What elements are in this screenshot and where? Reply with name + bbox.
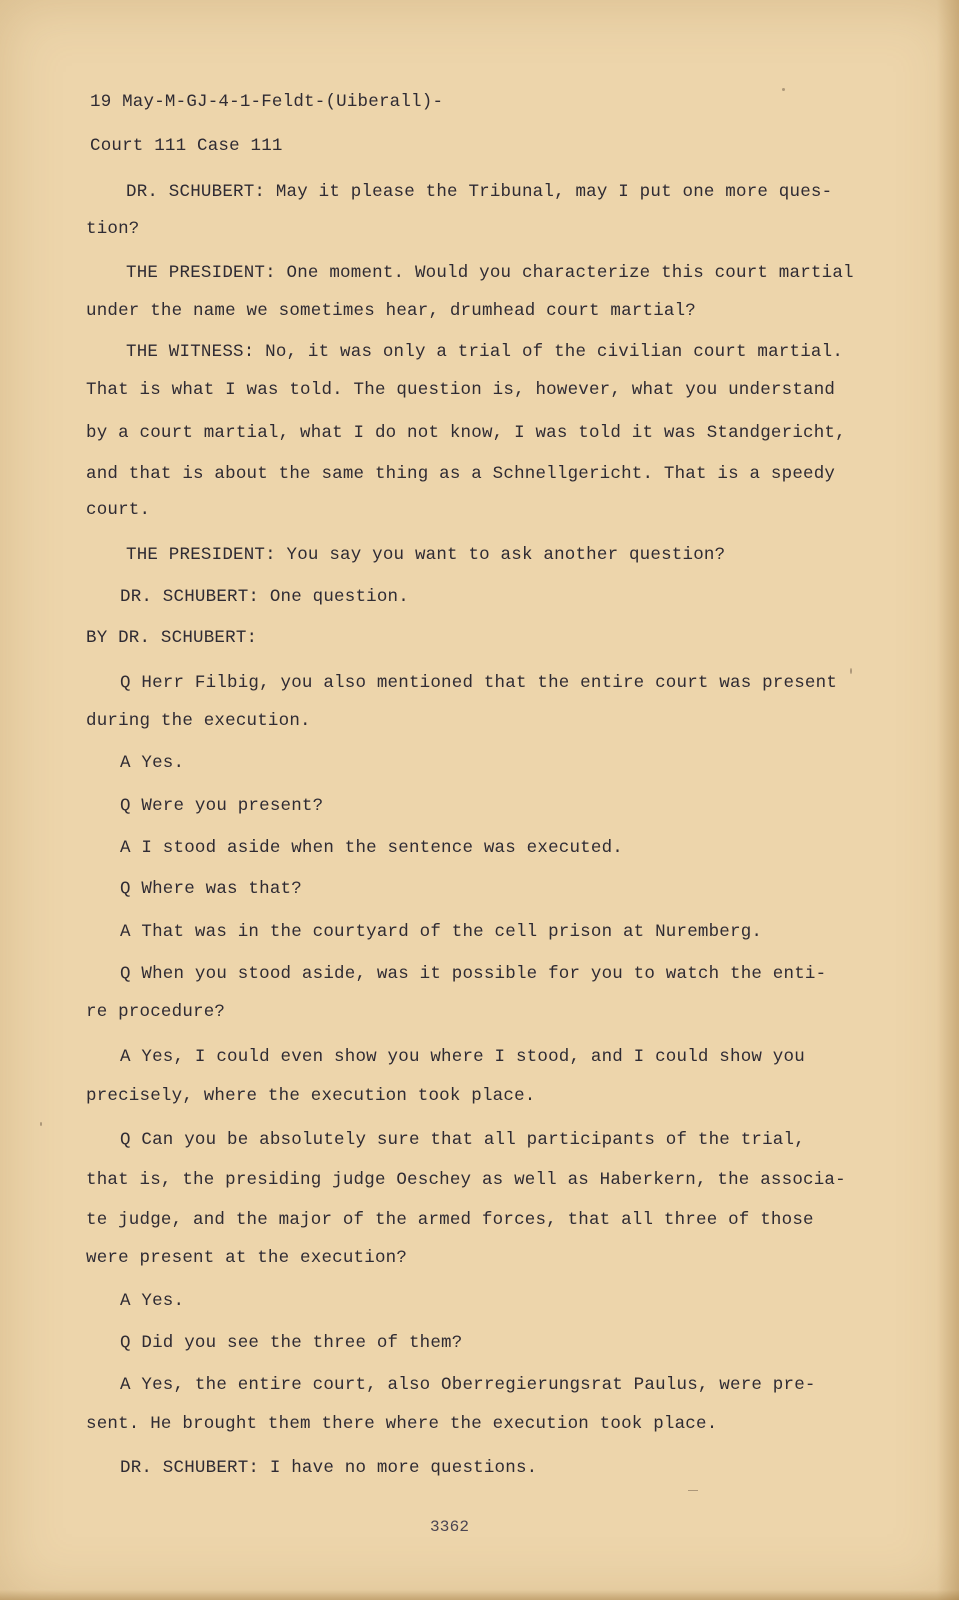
text-line: court. [86,500,151,520]
text-line: precisely, where the execution took place. [86,1086,536,1106]
text-line: A Yes, the entire court, also Oberregierungsrat Paulus, were pre- [120,1375,816,1395]
document-reference: 19 May-M-GJ-4-1-Feldt-(Uiberall)- [90,92,444,112]
text-line: under the name we sometimes hear, drumhead court martial? [86,301,696,321]
text-line: Q Where was that? [120,879,302,899]
text-line: THE PRESIDENT: One moment. Would you characterize this court martial [126,263,854,283]
text-line: THE WITNESS: No, it was only a trial of the civilian court martial. [126,342,844,362]
court-case-line: Court 111 Case 111 [90,136,283,156]
text-line: A Yes. [120,1291,185,1311]
paper-speck [850,668,852,674]
paper-speck [40,1122,42,1126]
text-line: A Yes, I could even show you where I stood, and I could show you [120,1047,805,1067]
text-line: and that is about the same thing as a Schnellgericht. That is a speedy [86,464,836,484]
text-line: te judge, and the major of the armed forces, that all three of those [86,1210,814,1230]
text-line: by a court martial, what I do not know, I was told it was Standgericht, [86,423,846,443]
text-line: Q When you stood aside, was it possible for you to watch the enti- [120,964,827,984]
text-line: DR. SCHUBERT: May it please the Tribunal, may I put one more ques- [126,182,833,202]
text-line: tion? [86,219,140,239]
text-line: Q Did you see the three of them? [120,1333,463,1353]
text-line: during the execution. [86,711,311,731]
text-line: that is, the presiding judge Oeschey as well as Haberkern, the associa- [86,1170,846,1190]
paper-edge-shadow [937,0,959,1600]
page-number: 3362 [430,1518,470,1536]
text-line: A That was in the courtyard of the cell prison at Nuremberg. [120,922,763,942]
text-line: A I stood aside when the sentence was executed. [120,838,623,858]
text-line: THE PRESIDENT: You say you want to ask another question? [126,545,726,565]
text-line: sent. He brought them there where the execution took place. [86,1414,718,1434]
paper-speck [688,1490,698,1491]
paper-bottom-edge [0,1590,959,1600]
text-line: A Yes. [120,753,185,773]
text-line: were present at the execution? [86,1248,408,1268]
paper-speck [782,88,785,91]
text-line: DR. SCHUBERT: One question. [120,587,409,607]
text-line: That is what I was told. The question is, however, what you understand [86,380,836,400]
text-line: Q Herr Filbig, you also mentioned that the entire court was present [120,673,838,693]
text-line: Q Can you be absolutely sure that all participants of the trial, [120,1130,805,1150]
text-line: BY DR. SCHUBERT: [86,628,258,648]
text-line: Q Were you present? [120,796,324,816]
text-line: re procedure? [86,1002,226,1022]
text-line: DR. SCHUBERT: I have no more questions. [120,1458,538,1478]
